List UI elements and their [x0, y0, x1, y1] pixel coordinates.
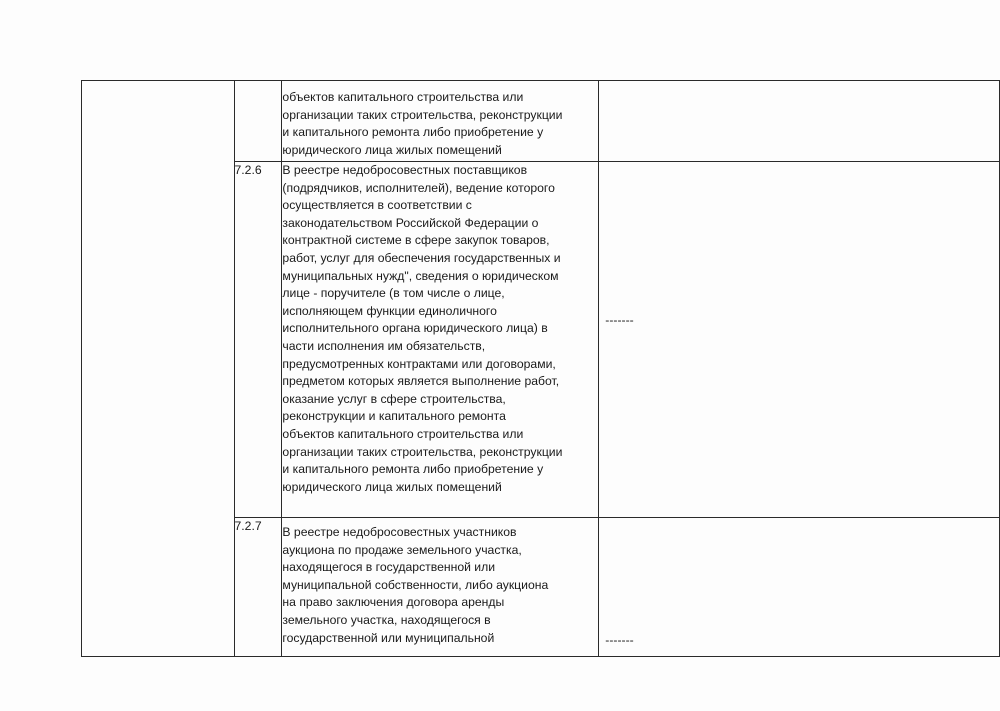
text-line: государственной или муниципальной	[282, 630, 495, 645]
text-line: находящегося в государственной или	[282, 560, 496, 575]
text-line: аукциона по продаже земельного участка,	[282, 542, 522, 557]
text-line: исполняющем функции единоличного	[282, 303, 497, 318]
value-text: -------	[605, 313, 634, 327]
text-line: на право заключения договора аренды	[282, 595, 505, 610]
text-line: предусмотренных контрактами или договорами,	[282, 356, 556, 371]
left-merged-cell	[82, 81, 235, 657]
text-line: земельного участка, находящегося в	[282, 612, 491, 627]
text-line: организации таких строительства, реконструкции	[282, 107, 563, 122]
text-line: В реестре недобросовестных поставщиков	[282, 163, 528, 177]
text-line: работ, услуг для обеспечения государственных и	[282, 250, 561, 265]
text-line: организации таких строительства, реконструкции	[282, 444, 563, 459]
text-line: объектов капитального строительства или	[282, 426, 524, 441]
text-line: муниципальной собственности, либо аукциона	[282, 577, 549, 592]
text-line: законодательством Российской Федерации о	[282, 215, 539, 230]
text-line: исполнительного органа юридического лица) в	[282, 321, 548, 336]
row-number: 7.2.7	[234, 518, 282, 657]
row-text	[282, 81, 599, 162]
text-line: муниципальных нужд", сведения о юридическом	[282, 268, 559, 283]
row-number	[234, 81, 282, 162]
requirements-table	[81, 80, 1000, 657]
row-value	[599, 518, 1000, 657]
text-line: (подрядчиков, исполнителей), ведение которого	[282, 180, 555, 195]
row-number: 7.2.6	[234, 162, 282, 518]
text-line: части исполнения им обязательств,	[282, 338, 486, 353]
table-row	[82, 81, 1000, 162]
text-line: лице - поручителе (в том числе о лице,	[282, 286, 505, 301]
text-line: юридического лица жилых помещений	[282, 479, 502, 494]
text-line: осуществляется в соответствии с	[282, 198, 472, 213]
text-line: и капитального ремонта либо приобретение у	[282, 125, 544, 140]
text-line: предметом которых является выполнение работ,	[282, 374, 560, 389]
text-line: и капитального ремонта либо приобретение у	[282, 462, 544, 477]
text-line: контрактной системе в сфере закупок товаров,	[282, 233, 550, 248]
text-line: В реестре недобросовестных участников	[282, 525, 517, 539]
text-line: оказание услуг в сфере строительства,	[282, 391, 506, 406]
value-text: -------	[605, 633, 634, 647]
text-line: объектов капитального строительства или	[282, 90, 524, 104]
row-text	[282, 518, 599, 657]
row-value	[599, 81, 1000, 162]
row-value	[599, 162, 1000, 518]
text-line: реконструкции и капитального ремонта	[282, 409, 506, 424]
text-line: юридического лица жилых помещений	[282, 142, 502, 157]
row-text	[282, 162, 599, 518]
